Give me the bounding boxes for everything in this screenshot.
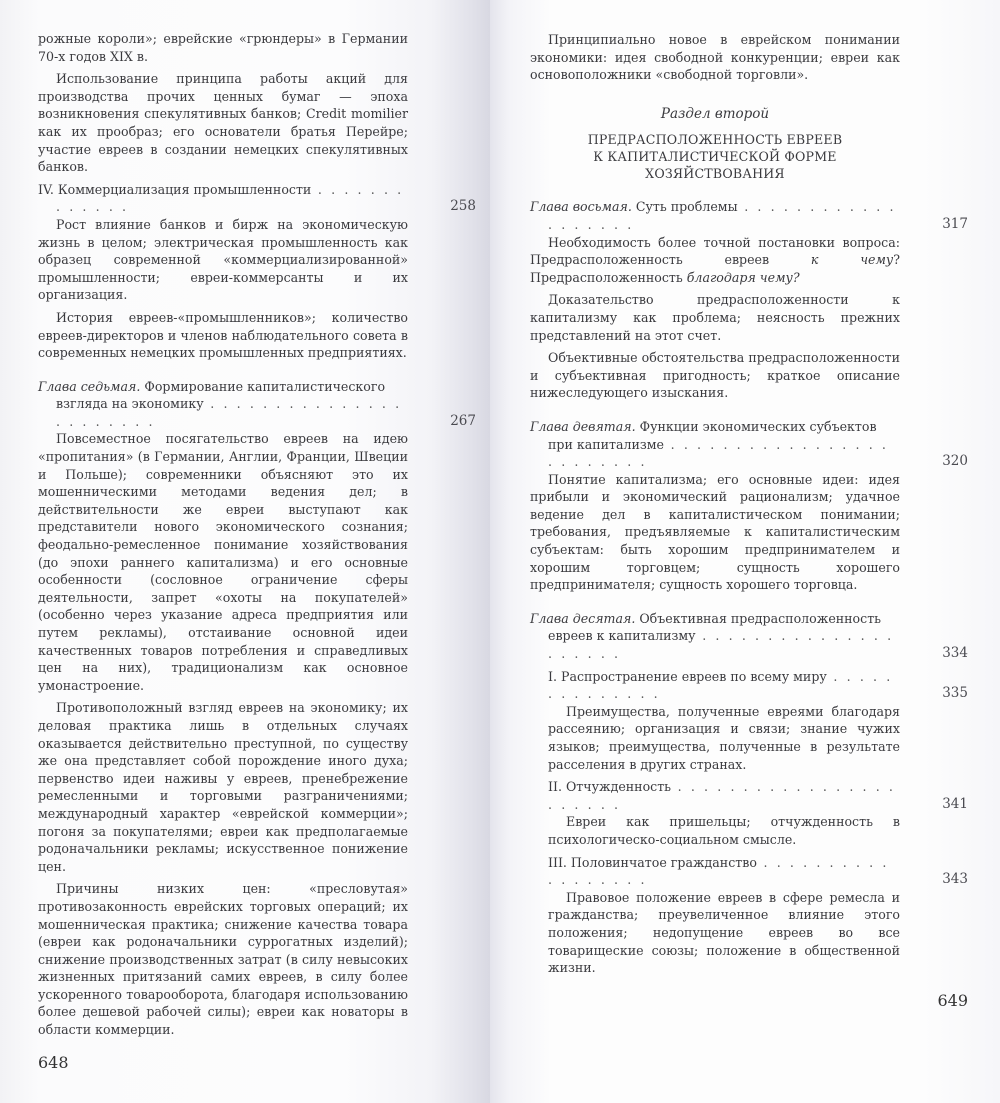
dot-leader: . . . . . . . . . . . . . . . . . . . . . bbox=[548, 628, 894, 662]
dot-leader: . . . . . . . . . . . . . . . . . . . . . . . bbox=[548, 779, 896, 812]
toc-paragraph: Правовое положение евреев в сфере ремесла и гражданства; преувеличенное влияние этого положения; недопущение евреев во все товарищеские союзы; положение в общественной жизни. bbox=[548, 889, 900, 976]
toc-entry-subsection-iii[interactable] bbox=[548, 854, 968, 889]
chapter-10-subsections bbox=[530, 668, 968, 977]
section-heading bbox=[530, 106, 900, 183]
chapter-title: Суть проблемы bbox=[635, 199, 738, 215]
toc-paragraph: Использование принципа работы акций для производства прочих ценных бумаг — эпоха возникновения спекулятивных банков; Credit momilier как их прообраз; его основатели братья Перейре; участие евреев в создании немецких спекулятивных банков. bbox=[38, 71, 408, 175]
toc-entry-title: IV. Коммерциализация промышленности bbox=[38, 181, 312, 197]
toc-page-number: 335 bbox=[942, 685, 968, 702]
toc-paragraph: Принципиально новое в еврейском понимании экономики: идея свободной конкуренции; евреи как основоположники «свободной торговли». bbox=[530, 32, 900, 83]
dot-leader: . . . . . . . . . . . . . . . . . . . bbox=[548, 199, 897, 232]
dot-leader: . . . . . . . . . . . . . . . . . . . . . . . . . bbox=[548, 436, 889, 470]
page-number-left: 648 bbox=[38, 1052, 69, 1072]
toc-paragraph: Противоположный взгляд евреев на экономику; их деловая практика лишь в отдельных случаях оказывается действительно преступной, по существу же она представляет собой порождение иного духа; первенство идеи наживы у евреев, пренебрежение ремесленными и торговыми разграничениями; международный характер «еврейской коммерции»; погоня за покупателями; евреи как предполагаемые родоначальники рекламы; искусственное понижение цен. bbox=[38, 700, 408, 874]
toc-paragraph: Доказательство предрасположенности к капитализму как проблема; неясность прежних представлений на этот счет. bbox=[530, 292, 900, 343]
continued-paragraph: рожные короли»; еврейские «грюндеры» в Германии 70-х годов XIX в. bbox=[38, 31, 408, 64]
toc-paragraph: Причины низких цен: «пресловутая» противозаконность еврейских торговых операций; их мошенническая практика; снижение качества товара (евреи как родоначальники суррогатных изделий); снижение производственных затрат (в силу невысоких жизненных притязаний самих евреев, в силу более ускоренного товарооборота, благодаря использованию более дешевой рабочей силы); евреи как новаторы в области коммерции. bbox=[38, 881, 408, 1038]
subsection-title: II. Отчужденность bbox=[548, 779, 672, 795]
toc-page-number: 258 bbox=[450, 198, 476, 215]
toc-paragraph: Объективные обстоятельства предрасположенности и субъективная пригодность; краткое описание нижеследующего изыскания. bbox=[530, 350, 900, 401]
toc-paragraph: История евреев-«промышленников»; количество евреев-директоров и членов наблюдательного совета в современных немецких промышленных предприятиях. bbox=[38, 309, 408, 361]
dot-leader: . . . . . . . . . . . . . . . . . . bbox=[548, 854, 889, 888]
toc-page-number: 343 bbox=[942, 871, 968, 888]
toc-paragraph: Необходимость более точной постановки вопроса: Предрасположенность евреев к чему? Предрасположенность благодаря чему? bbox=[530, 234, 900, 285]
left-page-text-column bbox=[38, 30, 476, 1073]
subsection-title: I. Распространение евреев по всему миру bbox=[548, 668, 827, 684]
left-page bbox=[0, 0, 490, 1103]
chapter-label: Глава девятая. bbox=[530, 418, 636, 434]
emphasis: благодаря чему? bbox=[686, 269, 800, 285]
toc-entry-subsection-ii[interactable] bbox=[548, 778, 968, 813]
toc-paragraph: Евреи как пришельцы; отчужденность в психологическо-социальном смысле. bbox=[548, 814, 900, 847]
toc-page-number: 267 bbox=[450, 412, 476, 429]
toc-entry-subsection-i[interactable] bbox=[548, 668, 968, 703]
chapter-title: Формирование капиталистического взгляда на экономику bbox=[56, 378, 386, 412]
subsection-title: III. Половинчатое гражданство bbox=[548, 854, 757, 870]
toc-paragraph: Рост влияние банков и бирж на экономическую жизнь в целом; электрическая промышленность как образец современной «коммерциализированной» промышленности; евреи-коммерсанты и их организация. bbox=[38, 216, 408, 303]
toc-paragraph: Повсеместное посягательство евреев на идею «пропитания» (в Германии, Англии, Франции, Швеции и Польше); современники объясняют это их мошенническими методами ведения дел; в действительности же евреи выступают как представители нового экономического сознания; феодально-ремесленное понимание хозяйствования (до эпохи раннего капитализма) и его основные особенности (сословное ограничение сферы деятельности, запрет «охоты на покупателей» (особенно через указание адреса предприятия или путем рекламы), отстаивание основной идеи качественных товаров потребления и справедливых цен на них), традиционализм как основное умонастроение. bbox=[38, 431, 408, 693]
right-page bbox=[490, 0, 1000, 1103]
toc-entry-chapter-9[interactable] bbox=[530, 418, 968, 471]
chapter-label: Глава восьмая. bbox=[530, 199, 632, 215]
toc-page-number: 317 bbox=[942, 215, 968, 232]
toc-entry-chapter-10[interactable] bbox=[530, 610, 968, 663]
dot-leader: . . . . . . . . . . . . . . bbox=[548, 668, 893, 702]
toc-entry-chapter-8[interactable] bbox=[530, 198, 968, 233]
section-title-line-2: К КАПИТАЛИСТИЧЕСКОЙ ФОРМЕ ХОЗЯЙСТВОВАНИЯ bbox=[593, 149, 837, 182]
page-number-right: 649 bbox=[937, 990, 968, 1010]
toc-page-number: 320 bbox=[942, 453, 968, 470]
section-title-line-1: ПРЕДРАСПОЛОЖЕННОСТЬ ЕВРЕЕВ bbox=[587, 132, 843, 148]
emphasis: к чему bbox=[810, 252, 894, 268]
right-page-text-column bbox=[530, 31, 968, 1011]
toc-entry-chapter-7[interactable] bbox=[38, 378, 476, 431]
chapter-title: Объективная предрасположенность евреев к капитализму bbox=[548, 610, 882, 644]
toc-paragraph: Преимущества, полученные евреями благодаря рассеянию; организация и связи; знание чужих языков; преимущества, полученные в результате расселения в других странах. bbox=[548, 703, 900, 772]
toc-entry-section-iv[interactable] bbox=[38, 181, 476, 216]
chapter-title: Функции экономических субъектов при капитализме bbox=[548, 418, 877, 452]
dot-leader: . . . . . . . . . . . . . . . . . . . . . . . bbox=[56, 396, 402, 429]
chapter-label: Глава седьмая. bbox=[38, 378, 141, 394]
section-kicker: Раздел второй bbox=[660, 105, 770, 122]
toc-paragraph: Понятие капитализма; его основные идеи: идея прибыли и экономический рационализм; удачное ведение дел в капиталистическом понимании; требования, предъявляемые к капиталистическим субъектам: быть хорошим предпринимателем и хорошим торговцем; сущность хорошего предпринимателя; сущность хорошего торговца. bbox=[530, 471, 900, 593]
toc-page-number: 341 bbox=[942, 795, 968, 812]
dot-leader: . . . . . . . . . . . . . bbox=[56, 181, 404, 215]
chapter-label: Глава десятая. bbox=[530, 610, 636, 626]
toc-page-number: 334 bbox=[942, 645, 968, 662]
